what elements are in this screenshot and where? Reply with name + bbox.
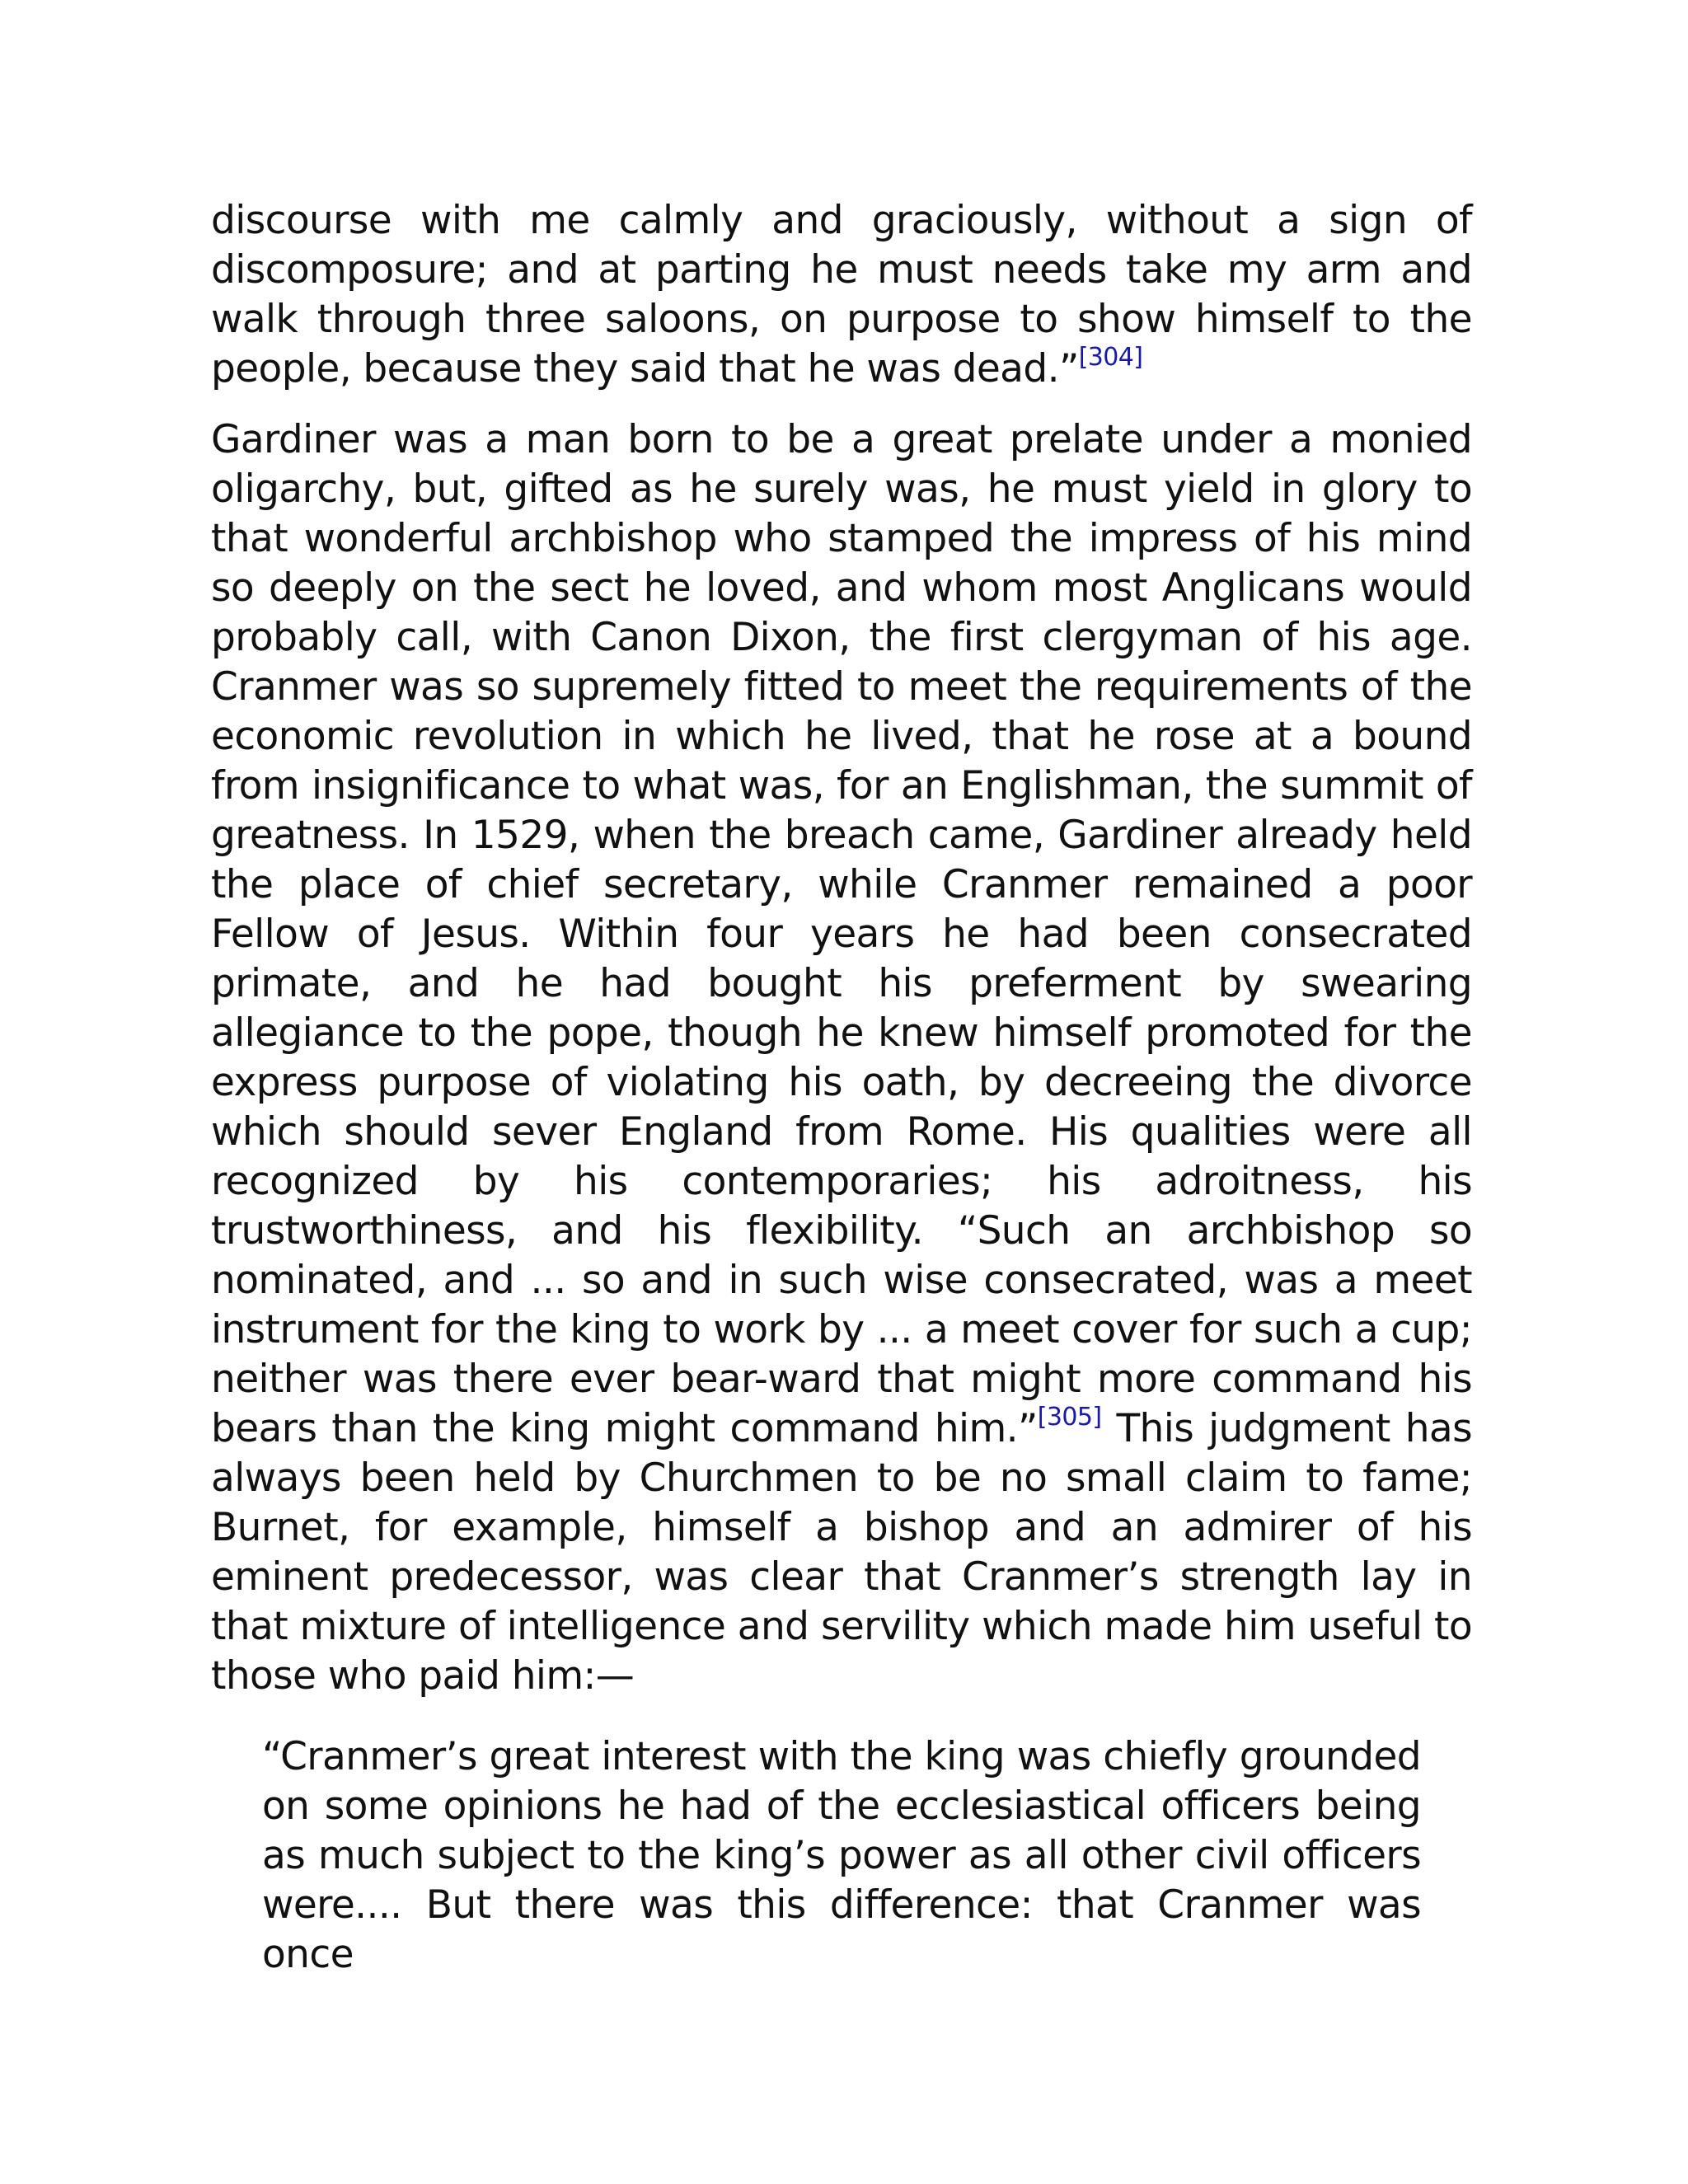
paragraph-1 <box>211 196 1472 394</box>
footnote-ref-305[interactable]: [305] <box>1037 1403 1102 1432</box>
paragraph-2-text-a: Gardiner was a man born to be a great prelate under a monied oligarchy, but, gifted as he surely was, he must yield in glory to that wonderful archbishop who stamped the impress of his mind so deeply on the sect he loved, and whom most Anglicans would probably call, with Canon Dixon, the first clergyman of his age. Cranmer was so supremely fitted to meet the requirements of the economic revolution in which he lived, that he rose at a bound from insignificance to what was, for an Englishman, the summit of greatness. In 1529, when the breach came, Gardiner already held the place of chief secretary, while Cranmer remained a poor Fellow of Jesus. Within four years he had been consecrated primate, and he had bought his preferment by swearing allegiance to the pope, though he knew himself promoted for the express purpose of violating his oath, by decreeing the divorce which should sever England from Rome. His qualities were all recognized by his contemporaries; his adroitness, his trustworthiness, and his flexibility. “Such an archbishop so nominated, and ... so and in such wise consecrated, was a meet instrument for the king to work by ... a meet cover for such a cup; neither was there ever bear-ward that might more command his bears than the king might command him.” <box>211 417 1472 1451</box>
block-quote-text: “Cranmer’s great interest with the king was chiefly grounded on some opinions he had of the ecclesiastical officers being as much subject to the king’s power as all other civil officers were.... But there was this difference: that Cranmer was once <box>262 1734 1421 1977</box>
page-content <box>211 196 1472 1980</box>
paragraph-2-text-b: This judgment has always been held by Churchmen to be no small claim to fame; Burnet, for example, himself a bishop and an admirer of his eminent predecessor, was clear that Cranmer’s strength lay in that mixture of intelligence and servility which made him useful to those who paid him:— <box>211 1406 1472 1699</box>
paragraph-2 <box>211 415 1472 1701</box>
footnote-ref-304[interactable]: [304] <box>1078 343 1143 372</box>
paragraph-1-text: discourse with me calmly and graciously, without a sign of discomposure; and at parting he must needs take my arm and walk through three saloons, on purpose to show himself to the people, because they said that he was dead.” <box>211 198 1472 391</box>
block-quote <box>262 1732 1421 1980</box>
